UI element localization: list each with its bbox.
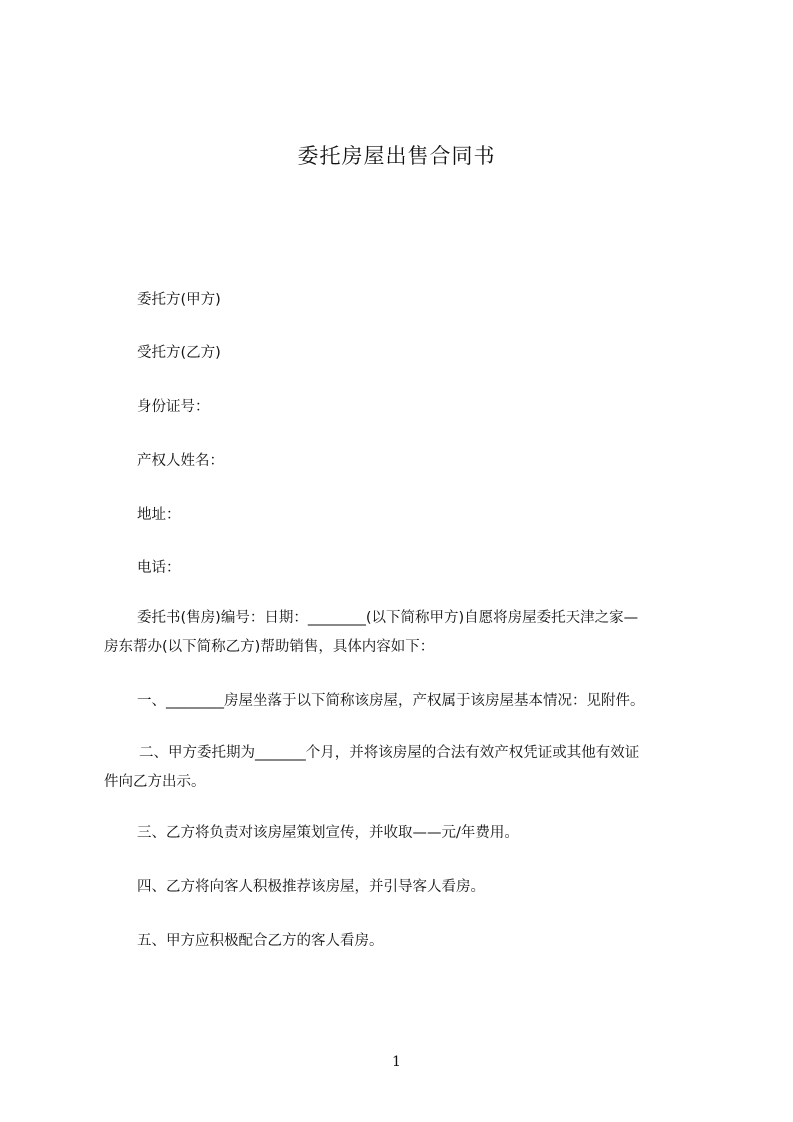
- clause-1: 一、________房屋坐落于以下简称该房屋，产权属于该房屋基本情况：见附件。: [137, 693, 645, 709]
- clause-2-line-1: 二、甲方委托期为_______个月，并将该房屋的合法有效产权凭证或其他有效证: [139, 745, 640, 761]
- field-principal-party-a: 委托方(甲方): [137, 292, 221, 308]
- field-agent-party-b: 受托方(乙方): [137, 345, 221, 361]
- document-title: 委托房屋出售合同书: [297, 144, 496, 168]
- clause-2-line-2: 件向乙方出示。: [104, 774, 206, 790]
- clause-2: [104, 739, 704, 797]
- clause-5: 五、甲方应积极配合乙方的客人看房。: [137, 933, 384, 949]
- intro-paragraph: [104, 604, 704, 662]
- field-owner-name: 产权人姓名：: [137, 453, 224, 469]
- clause-4: 四、乙方将向客人积极推荐该房屋，并引导客人看房。: [137, 879, 485, 895]
- field-address: 地址：: [137, 507, 181, 523]
- field-phone: 电话：: [137, 560, 181, 576]
- page-number: 1: [392, 1054, 401, 1070]
- intro-line-1: 委托书(售房)编号：日期：________(以下简称甲方)自愿将房屋委托天津之家—: [137, 610, 639, 626]
- field-id-number: 身份证号：: [137, 399, 210, 415]
- clause-3: 三、乙方将负责对该房屋策划宣传，并收取——元/年费用。: [137, 825, 519, 841]
- intro-line-2: 房东帮办(以下简称乙方)帮助销售，具体内容如下：: [104, 639, 435, 655]
